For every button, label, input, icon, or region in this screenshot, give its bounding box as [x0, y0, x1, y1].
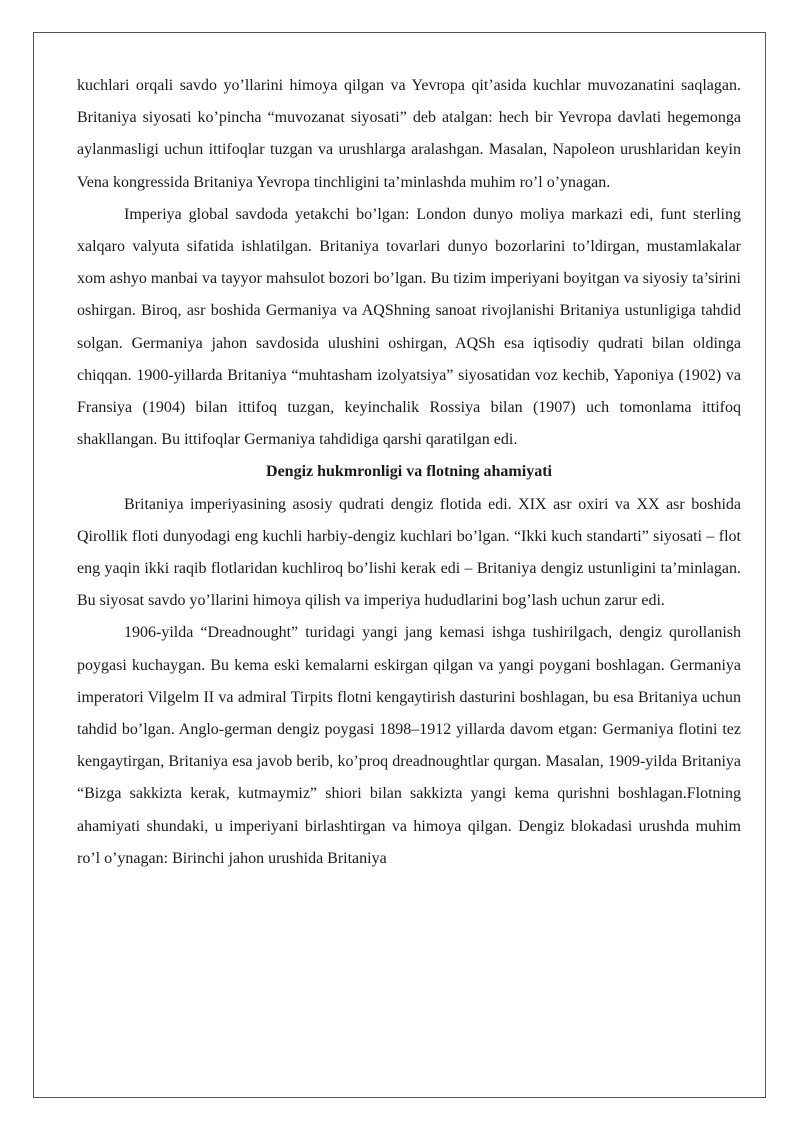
document-body [77, 70, 741, 875]
paragraph-naval-power: Britaniya imperiyasining asosiy qudrati dengiz flotida edi. XIX asr oxiri va XX asr boshida Qirollik floti dunyodagi eng kuchli harbiy-dengiz kuchlari bo’lgan. “Ikki kuch standarti” siyosati – flot eng yaqin ikki raqib flotlaridan kuchliroq bo’lishi kerak edi – Britaniya dengiz ustunligini ta’minlagan. Bu siyosat savdo yo’llarini himoya qilish va imperiya hududlarini bog’lash uchun zarur edi. [77, 495, 741, 610]
paragraph-dreadnought: 1906-yilda “Dreadnought” turidagi yangi jang kemasi ishga tushirilgach, dengiz qurollanish poygasi kuchaygan. Bu kema eski kemalarni eskirgan qilgan va yangi poygani boshlagan. Germaniya imperatori Vilgelm II va admiral Tirpits flotni kengaytirish dasturini boshlagan, bu esa Britaniya uchun tahdid bo’lgan. Anglo-german dengiz poygasi 1898–1912 yillarda davom etgan: Germaniya flotini tez kengaytirgan, Britaniya esa javob berib, ko’proq dreadnoughtlar qurgan. Masalan, 1909-yilda Britaniya “Bizga sakkizta kerak, kutmaymiz” shiori bilan sakkizta yangi kema qurishni boshlagan.Flotning ahamiyati shundaki, u imperiyani birlashtirgan va himoya qilgan. Dengiz blokadasi urushda muhim ro’l o’ynagan: Birinchi jahon urushida Britaniya [77, 624, 741, 867]
paragraph-global-trade: Imperiya global savdoda yetakchi bo’lgan: London dunyo moliya markazi edi, funt sterling xalqaro valyuta sifatida ishlatilgan. Britaniya tovarlari dunyo bozorlarini to’ldirgan, mustamlakalar xom ashyo manbai va tayyor mahsulot bozori bo’lgan. Bu tizim imperiyani boyitgan va siyosiy ta’sirini oshirgan. Biroq, asr boshida Germaniya va AQShning sanoat rivojlanishi Britaniya ustunligiga tahdid solgan. Germaniya jahon savdosida ulushini oshirgan, AQSh esa iqtisodiy qudrati bilan oldinga chiqqan. 1900-yillarda Britaniya “muhtasham izolyatsiya” siyosatidan voz kechib, Yaponiya (1902) va Fransiya (1904) bilan ittifoq tuzgan, keyinchalik Rossiya bilan (1907) uch tomonlama ittifoq shakllangan. Bu ittifoqlar Germaniya tahdidiga qarshi qaratilgan edi. [77, 205, 741, 449]
section-heading: Dengiz hukmronligi va flotning ahamiyati [266, 463, 552, 481]
paragraph-continued: kuchlari orqali savdo yo’llarini himoya qilgan va Yevropa qit’asida kuchlar muvozanatini saqlagan. Britaniya siyosati ko’pincha “muvozanat siyosati” deb atalgan: hech bir Yevropa davlati hegemonga aylanmasligi uchun ittifoqlar tuzgan va urushlarga aralashgan. Masalan, Napoleon urushlaridan keyin Vena kongressida Britaniya Yevropa tinchligini ta’minlashda muhim ro’l o’ynagan. [77, 77, 741, 191]
